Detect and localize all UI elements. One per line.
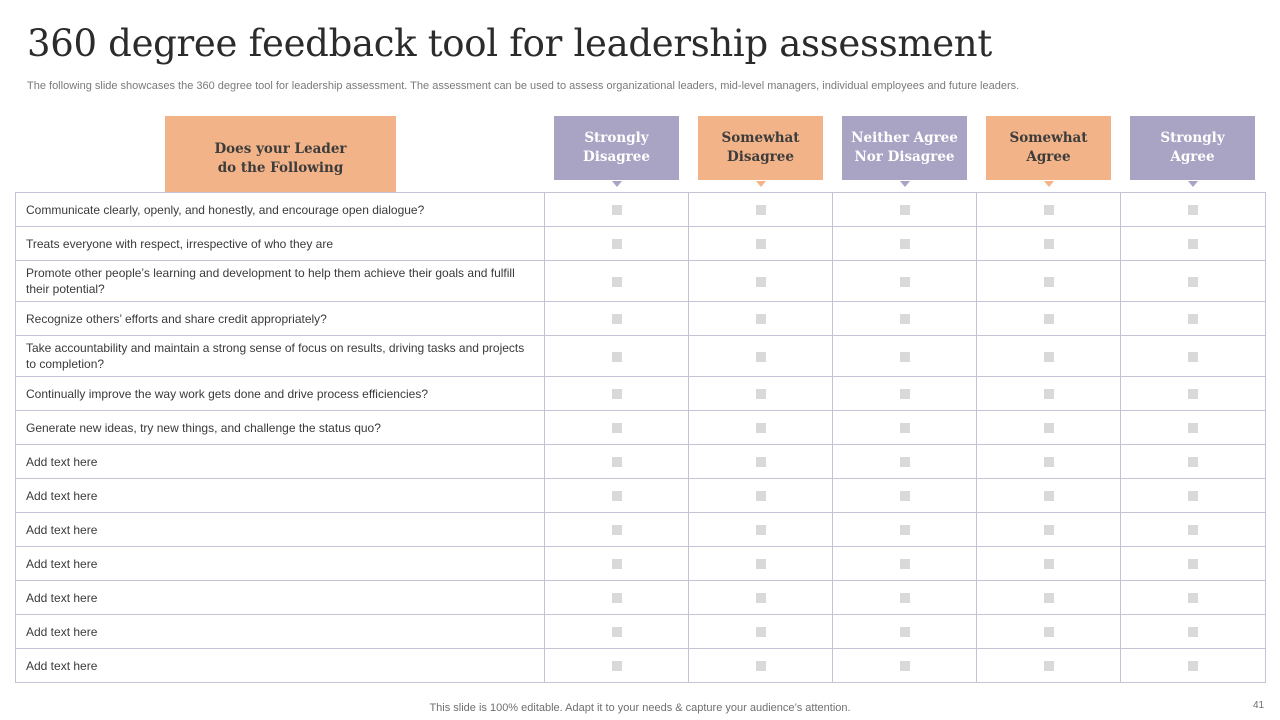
rating-cell — [977, 377, 1121, 411]
rating-cell — [1121, 261, 1266, 302]
rating-cell — [545, 479, 689, 513]
rating-checkbox[interactable] — [612, 491, 622, 501]
column-header-label: Strongly Agree — [1160, 130, 1225, 165]
rating-cell — [1121, 615, 1266, 649]
rating-cell — [1121, 377, 1266, 411]
column-header — [842, 116, 967, 180]
rating-cell — [833, 615, 977, 649]
rating-checkbox[interactable] — [1044, 277, 1054, 287]
rating-checkbox[interactable] — [612, 627, 622, 637]
rating-cell — [545, 302, 689, 336]
rating-cell — [833, 261, 977, 302]
table-row — [16, 411, 1266, 445]
rating-cell — [689, 479, 833, 513]
rating-checkbox[interactable] — [1188, 491, 1198, 501]
rating-cell — [977, 336, 1121, 377]
rating-cell — [545, 581, 689, 615]
question-text: Communicate clearly, openly, and honestly, and encourage open dialogue? — [16, 193, 545, 227]
question-text: Add text here — [16, 513, 545, 547]
question-text: Recognize others’ efforts and share credit appropriately? — [16, 302, 545, 336]
rating-cell — [1121, 193, 1266, 227]
rating-checkbox[interactable] — [756, 627, 766, 637]
column-header — [1130, 116, 1255, 180]
column-header — [986, 116, 1111, 180]
rating-checkbox[interactable] — [1188, 627, 1198, 637]
rating-checkbox[interactable] — [900, 205, 910, 215]
rating-cell — [833, 336, 977, 377]
rating-cell — [977, 513, 1121, 547]
rating-checkbox[interactable] — [756, 239, 766, 249]
down-arrow-icon — [612, 181, 622, 187]
rating-cell — [545, 227, 689, 261]
rating-cell — [689, 411, 833, 445]
rating-cell — [1121, 411, 1266, 445]
rating-cell — [1121, 581, 1266, 615]
rating-checkbox[interactable] — [900, 277, 910, 287]
table-row — [16, 615, 1266, 649]
rating-checkbox[interactable] — [1044, 525, 1054, 535]
rating-checkbox[interactable] — [900, 559, 910, 569]
question-text: Generate new ideas, try new things, and challenge the status quo? — [16, 411, 545, 445]
question-text: Add text here — [16, 445, 545, 479]
rating-checkbox[interactable] — [1044, 423, 1054, 433]
rating-checkbox[interactable] — [1044, 457, 1054, 467]
rating-cell — [689, 193, 833, 227]
leader-question-header: Does your Leader do the Following — [165, 116, 396, 192]
rating-cell — [977, 261, 1121, 302]
rating-cell — [689, 581, 833, 615]
rating-checkbox[interactable] — [900, 389, 910, 399]
rating-checkbox[interactable] — [1188, 277, 1198, 287]
rating-checkbox[interactable] — [756, 352, 766, 362]
rating-cell — [689, 513, 833, 547]
rating-cell — [545, 193, 689, 227]
column-header-label: Somewhat Disagree — [721, 130, 800, 165]
table-row — [16, 261, 1266, 302]
rating-checkbox[interactable] — [612, 525, 622, 535]
rating-cell — [833, 302, 977, 336]
question-text: Add text here — [16, 581, 545, 615]
question-text: Add text here — [16, 547, 545, 581]
table-row — [16, 513, 1266, 547]
column-header-label: Neither Agree Nor Disagree — [851, 130, 958, 165]
rating-cell — [689, 377, 833, 411]
rating-cell — [545, 615, 689, 649]
rating-cell — [689, 261, 833, 302]
table-row — [16, 302, 1266, 336]
rating-checkbox[interactable] — [612, 457, 622, 467]
rating-cell — [833, 411, 977, 445]
down-arrow-icon — [900, 181, 910, 187]
rating-checkbox[interactable] — [900, 239, 910, 249]
rating-checkbox[interactable] — [612, 277, 622, 287]
rating-checkbox[interactable] — [612, 593, 622, 603]
rating-checkbox[interactable] — [1188, 352, 1198, 362]
rating-checkbox[interactable] — [1044, 661, 1054, 671]
rating-checkbox[interactable] — [756, 593, 766, 603]
rating-cell — [689, 302, 833, 336]
rating-checkbox[interactable] — [1044, 239, 1054, 249]
rating-cell — [833, 193, 977, 227]
rating-checkbox[interactable] — [900, 661, 910, 671]
rating-checkbox[interactable] — [900, 314, 910, 324]
rating-cell — [833, 227, 977, 261]
rating-cell — [1121, 513, 1266, 547]
rating-checkbox[interactable] — [1188, 423, 1198, 433]
table-row — [16, 377, 1266, 411]
rating-cell — [689, 445, 833, 479]
rating-cell — [833, 649, 977, 683]
question-text: Add text here — [16, 479, 545, 513]
rating-cell — [833, 513, 977, 547]
rating-cell — [545, 445, 689, 479]
rating-cell — [545, 411, 689, 445]
rating-checkbox[interactable] — [1188, 205, 1198, 215]
rating-cell — [977, 649, 1121, 683]
rating-checkbox[interactable] — [756, 491, 766, 501]
column-header-label: Strongly Disagree — [583, 130, 650, 165]
rating-cell — [1121, 479, 1266, 513]
rating-cell — [977, 193, 1121, 227]
question-text: Treats everyone with respect, irrespective of who they are — [16, 227, 545, 261]
rating-cell — [545, 336, 689, 377]
footer-note: This slide is 100% editable. Adapt it to your needs & capture your audience’s attention. — [429, 702, 851, 714]
rating-cell — [833, 377, 977, 411]
rating-checkbox[interactable] — [1044, 627, 1054, 637]
rating-cell — [1121, 227, 1266, 261]
rating-checkbox[interactable] — [756, 314, 766, 324]
rating-checkbox[interactable] — [1188, 389, 1198, 399]
slide-title: 360 degree feedback tool for leadership assessment — [27, 22, 992, 65]
rating-cell — [977, 479, 1121, 513]
rating-cell — [1121, 336, 1266, 377]
rating-cell — [545, 547, 689, 581]
down-arrow-icon — [756, 181, 766, 187]
feedback-table — [15, 192, 1266, 683]
rating-checkbox[interactable] — [900, 423, 910, 433]
table-row — [16, 193, 1266, 227]
rating-checkbox[interactable] — [756, 277, 766, 287]
rating-checkbox[interactable] — [1044, 314, 1054, 324]
page-number: 41 — [1253, 700, 1265, 711]
rating-checkbox[interactable] — [900, 457, 910, 467]
rating-cell — [977, 615, 1121, 649]
column-header-label: Somewhat Agree — [1009, 130, 1088, 165]
down-arrow-icon — [1188, 181, 1198, 187]
rating-cell — [1121, 547, 1266, 581]
rating-cell — [545, 261, 689, 302]
rating-checkbox[interactable] — [612, 352, 622, 362]
rating-checkbox[interactable] — [756, 205, 766, 215]
rating-checkbox[interactable] — [612, 423, 622, 433]
rating-checkbox[interactable] — [756, 559, 766, 569]
rating-checkbox[interactable] — [1188, 457, 1198, 467]
rating-checkbox[interactable] — [1188, 239, 1198, 249]
rating-checkbox[interactable] — [1044, 559, 1054, 569]
table-row — [16, 547, 1266, 581]
rating-checkbox[interactable] — [900, 491, 910, 501]
column-header — [698, 116, 823, 180]
rating-cell — [689, 615, 833, 649]
rating-checkbox[interactable] — [1044, 352, 1054, 362]
rating-cell — [1121, 302, 1266, 336]
rating-cell — [833, 581, 977, 615]
rating-cell — [977, 581, 1121, 615]
table-row — [16, 445, 1266, 479]
rating-checkbox[interactable] — [756, 389, 766, 399]
rating-checkbox[interactable] — [612, 389, 622, 399]
rating-checkbox[interactable] — [1188, 661, 1198, 671]
table-row — [16, 479, 1266, 513]
rating-cell — [1121, 445, 1266, 479]
rating-cell — [977, 227, 1121, 261]
rating-checkbox[interactable] — [756, 661, 766, 671]
rating-checkbox[interactable] — [1044, 593, 1054, 603]
rating-checkbox[interactable] — [756, 423, 766, 433]
rating-checkbox[interactable] — [612, 205, 622, 215]
rating-cell — [689, 547, 833, 581]
column-header — [554, 116, 679, 180]
slide-subtitle: The following slide showcases the 360 degree tool for leadership assessment. The assessment can be used to assess organizational leaders, mid-level managers, individual employees and future leaders. — [27, 80, 1020, 92]
rating-cell — [977, 547, 1121, 581]
rating-cell — [977, 411, 1121, 445]
rating-checkbox[interactable] — [1188, 593, 1198, 603]
table-row — [16, 649, 1266, 683]
question-text: Continually improve the way work gets done and drive process efficiencies? — [16, 377, 545, 411]
question-text: Take accountability and maintain a strong sense of focus on results, driving tasks and projects to completion? — [16, 336, 545, 377]
rating-checkbox[interactable] — [900, 525, 910, 535]
rating-checkbox[interactable] — [612, 239, 622, 249]
rating-checkbox[interactable] — [1044, 389, 1054, 399]
table-row — [16, 581, 1266, 615]
rating-checkbox[interactable] — [900, 627, 910, 637]
rating-checkbox[interactable] — [1044, 491, 1054, 501]
rating-cell — [833, 445, 977, 479]
table-row — [16, 227, 1266, 261]
rating-cell — [545, 377, 689, 411]
rating-checkbox[interactable] — [756, 525, 766, 535]
rating-checkbox[interactable] — [1188, 525, 1198, 535]
rating-checkbox[interactable] — [900, 352, 910, 362]
rating-cell — [689, 227, 833, 261]
rating-checkbox[interactable] — [612, 559, 622, 569]
rating-checkbox[interactable] — [612, 661, 622, 671]
rating-checkbox[interactable] — [900, 593, 910, 603]
question-text: Add text here — [16, 615, 545, 649]
rating-checkbox[interactable] — [612, 314, 622, 324]
question-text: Promote other people’s learning and development to help them achieve their goals and fulfill their potential? — [16, 261, 545, 302]
down-arrow-icon — [1044, 181, 1054, 187]
rating-checkbox[interactable] — [1188, 559, 1198, 569]
rating-cell — [833, 479, 977, 513]
rating-cell — [977, 445, 1121, 479]
rating-cell — [689, 649, 833, 683]
question-text: Add text here — [16, 649, 545, 683]
rating-cell — [545, 649, 689, 683]
rating-cell — [689, 336, 833, 377]
rating-cell — [545, 513, 689, 547]
rating-cell — [1121, 649, 1266, 683]
table-row — [16, 336, 1266, 377]
rating-cell — [977, 302, 1121, 336]
rating-cell — [833, 547, 977, 581]
rating-checkbox[interactable] — [1188, 314, 1198, 324]
rating-checkbox[interactable] — [756, 457, 766, 467]
rating-checkbox[interactable] — [1044, 205, 1054, 215]
